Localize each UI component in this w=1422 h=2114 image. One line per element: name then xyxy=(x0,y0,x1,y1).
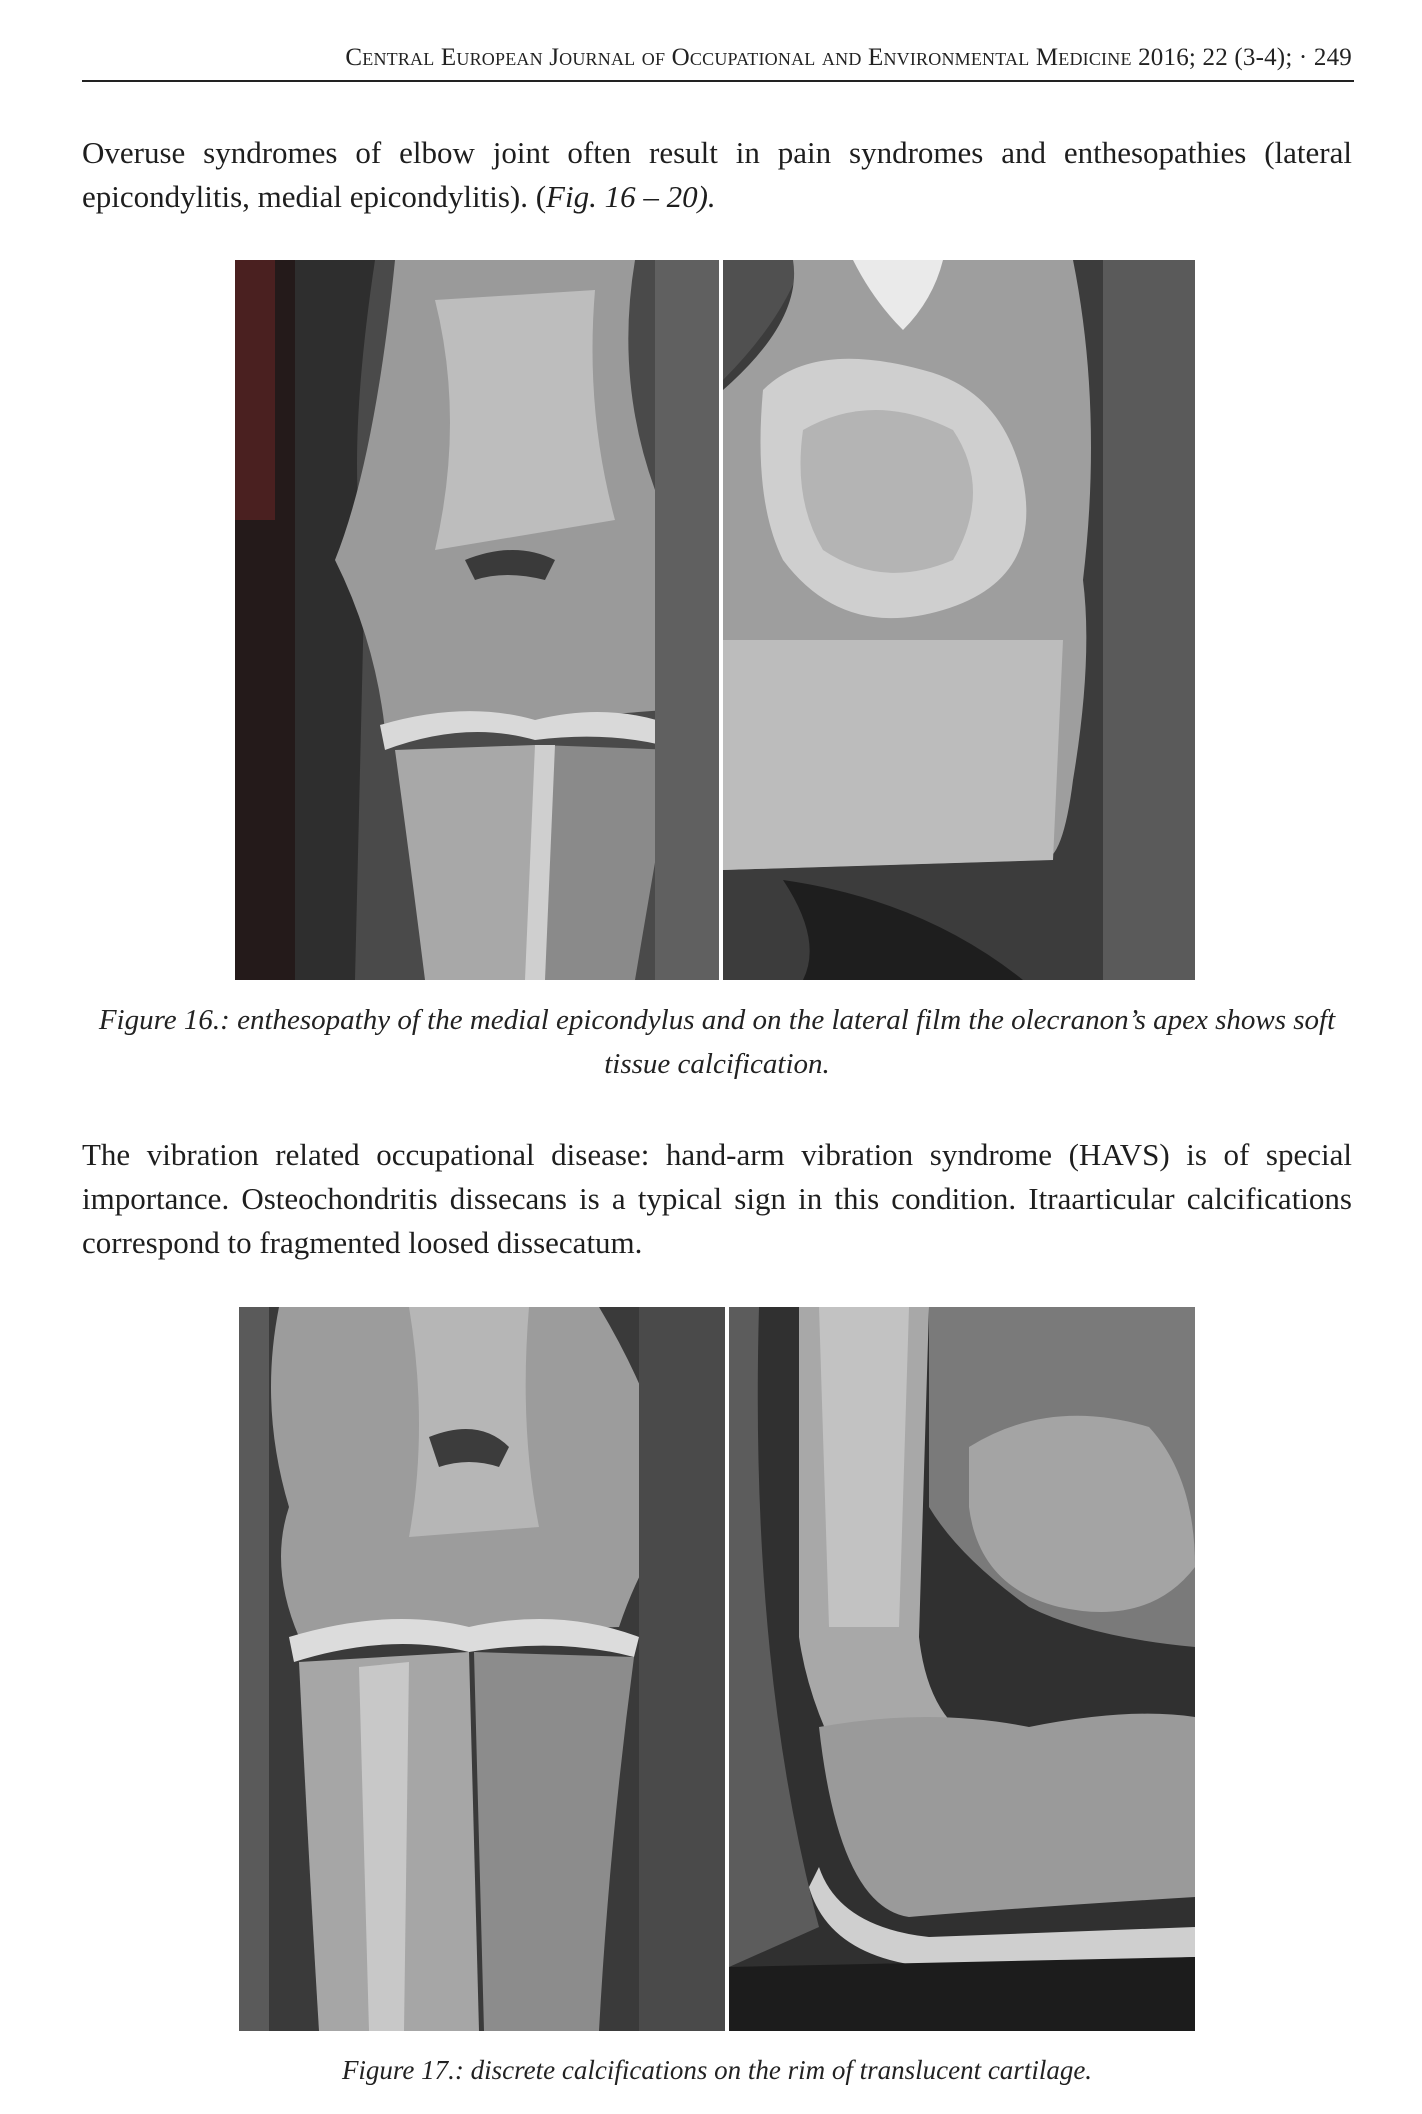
figure-16-lateral-xray xyxy=(723,260,1195,980)
paragraph-overuse-text: Overuse syndromes of elbow joint often result in pain syndromes and enthesopathies (lateral epicondylitis, medial epicondylitis). ( xyxy=(82,135,1352,214)
figure-17 xyxy=(239,1307,1195,2031)
figure-16 xyxy=(235,260,1195,980)
paragraph-overuse xyxy=(82,131,1352,219)
figure-17-lateral-xray xyxy=(729,1307,1195,2031)
figure-16-ap-xray xyxy=(235,260,719,980)
header-rule xyxy=(82,80,1354,82)
figure-17-ap-xray xyxy=(239,1307,725,2031)
paragraph-vibration: The vibration related occupational disease: hand-arm vibration syndrome (HAVS) is of special importance. Osteochondritis dissecans is a typical sign in this condition. Itraarticular calcifications correspond to fragmented loosed dissecatum. xyxy=(82,1137,1352,1260)
figure-16-caption: Figure 16.: enthesopathy of the medial epicondylus and on the lateral film the olecranon’s apex shows soft tissue calcification. xyxy=(98,1004,1336,1080)
figure-reference: Fig. 16 – 20). xyxy=(546,179,716,214)
figure-17-caption: Figure 17.: discrete calcifications on the rim of translucent cartilage. xyxy=(341,2055,1093,2085)
running-header: Central European Journal of Occupational and Environmental Medicine 2016; 22 (3-4); · 249 xyxy=(345,44,1352,71)
